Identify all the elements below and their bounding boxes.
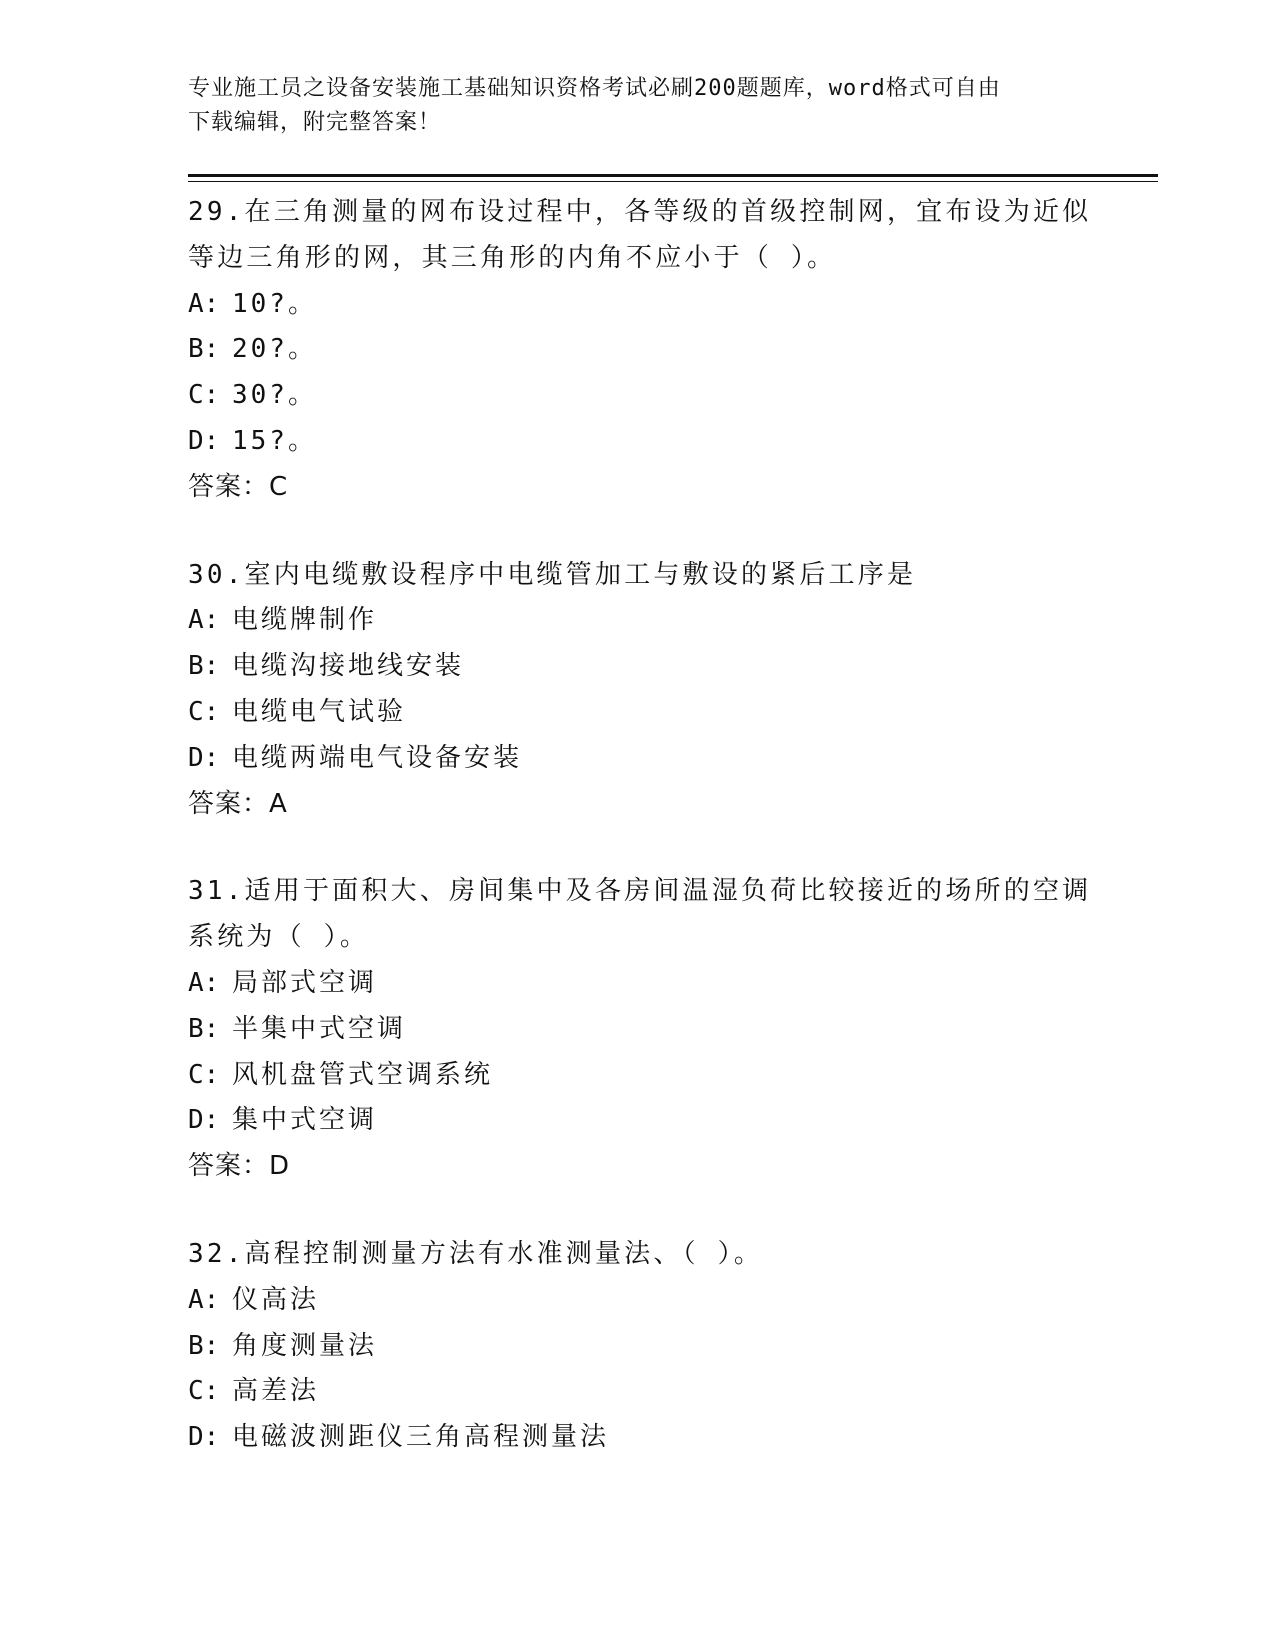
answer-line: 答案：A (188, 788, 288, 819)
option-text: 电磁波测距仪三角高程测量法 (232, 1422, 610, 1453)
option-b (188, 1007, 1088, 1053)
question-29 (188, 190, 1092, 511)
option-text: 集中式空调 (232, 1105, 378, 1136)
option-letter: D: (188, 1105, 220, 1136)
option-text: 15?。 (232, 425, 317, 456)
option-text: 风机盘管式空调系统 (232, 1059, 494, 1090)
option-a (188, 282, 1088, 328)
option-text: 电缆两端电气设备安装 (232, 742, 523, 773)
option-a (188, 1278, 1088, 1324)
option-d (188, 1098, 1088, 1144)
question-stem (188, 553, 1088, 599)
option-letter: A: (188, 288, 220, 319)
option-text: 半集中式空调 (232, 1013, 407, 1044)
option-letter: B: (188, 1330, 220, 1361)
option-c (188, 1369, 1088, 1415)
question-31 (188, 869, 1092, 1190)
header-divider-thick (188, 174, 1158, 177)
option-text: 仪高法 (232, 1284, 320, 1315)
option-text: 电缆沟接地线安装 (232, 651, 465, 682)
option-b (188, 327, 1088, 373)
option-letter: A: (188, 967, 220, 998)
option-b (188, 1324, 1088, 1370)
option-text: 角度测量法 (232, 1330, 378, 1361)
header-divider-thin (188, 181, 1158, 182)
option-text: 高差法 (232, 1376, 320, 1407)
option-letter: A: (188, 1284, 220, 1315)
header-line-2: 下载编辑，附完整答案！ (188, 110, 442, 135)
option-text: 20?。 (232, 334, 317, 365)
option-text: 30?。 (232, 380, 317, 411)
option-c (188, 690, 1088, 736)
option-letter: C: (188, 380, 220, 411)
option-letter: C: (188, 696, 220, 727)
option-letter: D: (188, 425, 220, 456)
option-letter: B: (188, 334, 220, 365)
option-letter: D: (188, 742, 220, 773)
stem-line: 31.适用于面积大、房间集中及各房间温湿负荷比较接近的场所的空调 (188, 876, 1092, 907)
option-a (188, 598, 1088, 644)
option-text: 局部式空调 (232, 967, 378, 998)
option-a (188, 961, 1088, 1007)
option-text: 电缆牌制作 (232, 605, 378, 636)
option-text: 电缆电气试验 (232, 696, 407, 727)
question-stem (188, 1232, 1088, 1278)
header-line-1: 专业施工员之设备安装施工基础知识资格考试必刷200题题库，word格式可自由 (188, 76, 1001, 101)
answer-line: 答案：C (188, 471, 289, 502)
option-text: 10?。 (232, 288, 317, 319)
stem-line: 系统为（ ）。 (188, 922, 370, 953)
option-c (188, 1053, 1088, 1099)
option-letter: C: (188, 1059, 220, 1090)
option-d (188, 419, 1088, 465)
answer-line: 答案：D (188, 1151, 291, 1182)
stem-line: 30.室内电缆敷设程序中电缆管加工与敷设的紧后工序是 (188, 559, 917, 590)
question-stem (188, 190, 1092, 282)
stem-line: 32.高程控制测量方法有水准测量法、（ ）。 (188, 1238, 764, 1269)
question-30 (188, 553, 1088, 828)
option-d (188, 1415, 1088, 1461)
document-header (188, 72, 1088, 140)
option-letter: B: (188, 1013, 220, 1044)
question-stem (188, 869, 1092, 961)
option-letter: A: (188, 605, 220, 636)
option-letter: C: (188, 1376, 220, 1407)
stem-line: 等边三角形的网，其三角形的内角不应小于（ ）。 (188, 242, 837, 273)
option-b (188, 644, 1088, 690)
question-32 (188, 1232, 1088, 1461)
question-list (188, 190, 1092, 1503)
option-c (188, 373, 1088, 419)
option-d (188, 736, 1088, 782)
stem-line: 29.在三角测量的网布设过程中，各等级的首级控制网，宜布设为近似 (188, 197, 1092, 227)
option-letter: B: (188, 651, 220, 682)
option-letter: D: (188, 1422, 220, 1453)
